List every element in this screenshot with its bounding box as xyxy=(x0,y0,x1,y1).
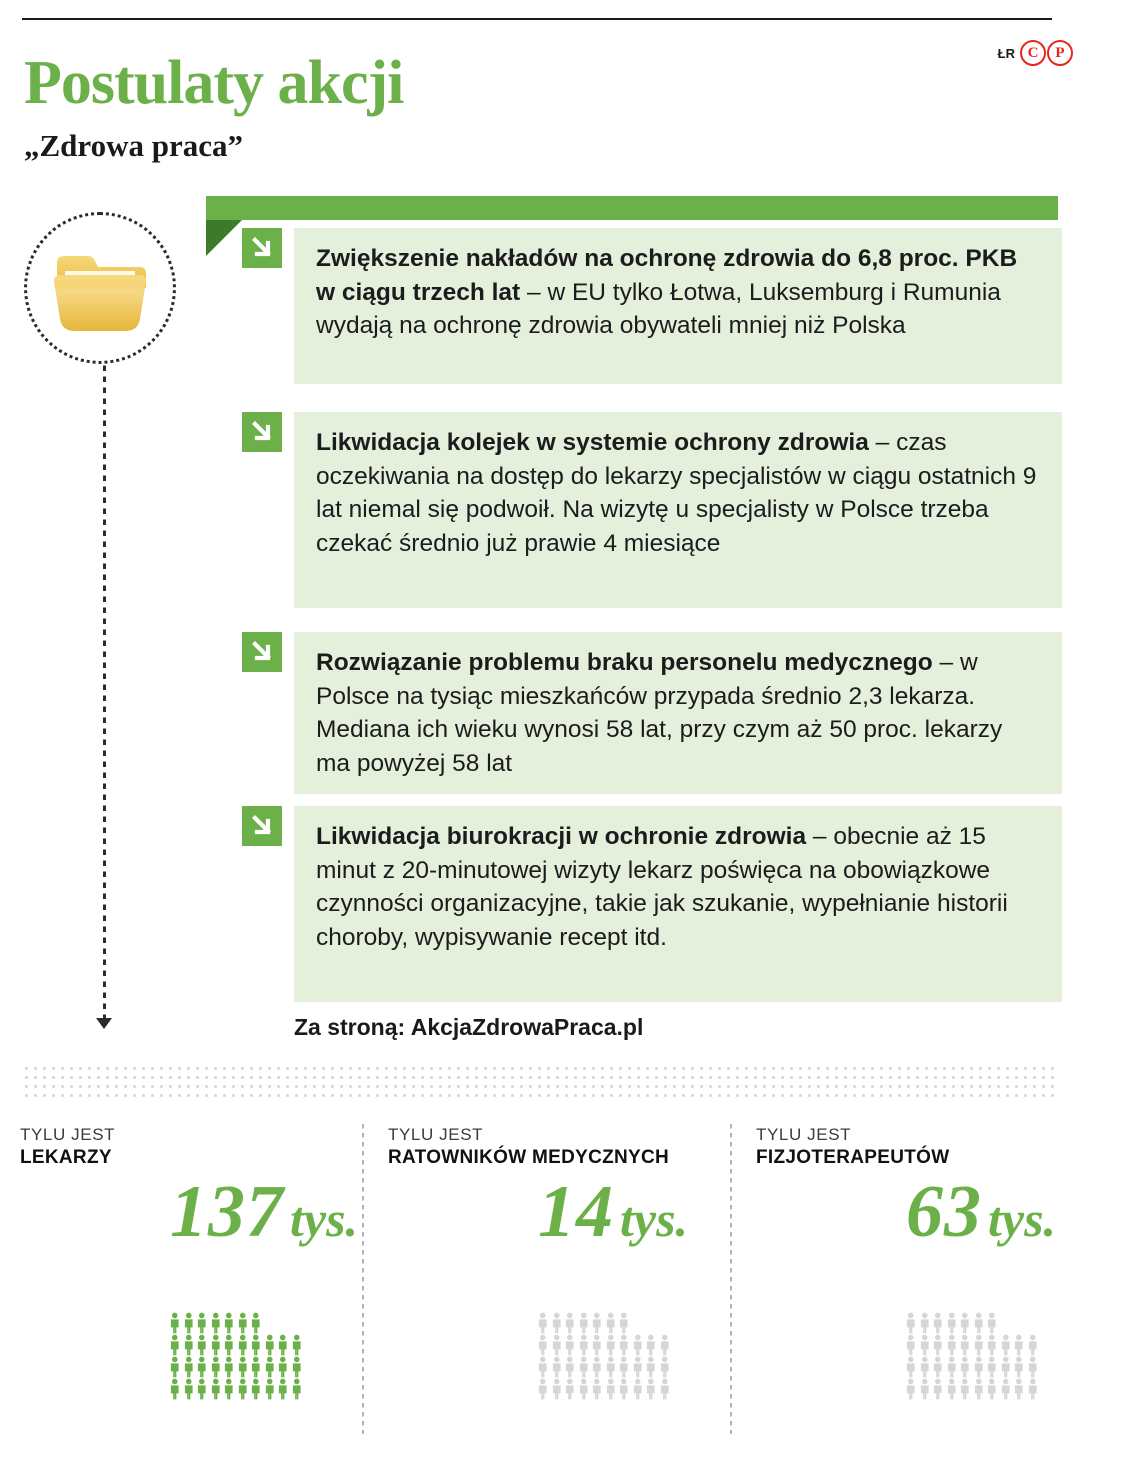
person-icon xyxy=(658,1356,672,1378)
stat-unit: tys. xyxy=(988,1191,1057,1247)
bullet-text xyxy=(294,412,1062,608)
person-icon xyxy=(168,1334,182,1356)
person-icon xyxy=(617,1378,631,1400)
pictogram-row xyxy=(536,1334,671,1356)
person-icon xyxy=(195,1378,209,1400)
column-divider xyxy=(730,1124,732,1434)
stat-unit: tys. xyxy=(290,1191,359,1247)
pictogram-row xyxy=(536,1312,671,1334)
person-icon xyxy=(550,1312,564,1334)
person-icon xyxy=(236,1378,250,1400)
bullet-text xyxy=(294,228,1062,384)
person-icon xyxy=(945,1378,959,1400)
logo-c-icon: C xyxy=(1020,40,1046,66)
person-icon xyxy=(958,1356,972,1378)
person-icon xyxy=(195,1312,209,1334)
person-icon xyxy=(904,1312,918,1334)
person-icon xyxy=(168,1378,182,1400)
pictogram-chart xyxy=(22,1180,322,1420)
person-icon xyxy=(563,1356,577,1378)
person-icon xyxy=(195,1334,209,1356)
person-icon xyxy=(563,1378,577,1400)
person-icon xyxy=(222,1312,236,1334)
person-icon xyxy=(263,1378,277,1400)
pictogram-row xyxy=(904,1334,1039,1356)
pictogram-row xyxy=(168,1378,303,1400)
person-icon xyxy=(563,1334,577,1356)
bullet-rest-text: – w Polsce na tysiąc mieszkańców przypada średnio 2,3 lekarza. Mediana ich wieku wynosi 58 lat, przy czym aż 50 proc. lekarzy ma powyżej 58 lat xyxy=(316,649,1003,777)
person-icon xyxy=(182,1356,196,1378)
person-icon xyxy=(590,1378,604,1400)
stat-column-fizjoterapeutow xyxy=(756,1124,1096,1253)
person-icon xyxy=(918,1312,932,1334)
person-icon xyxy=(550,1356,564,1378)
person-icon xyxy=(590,1334,604,1356)
person-icon xyxy=(999,1334,1013,1356)
stat-kicker: TYLU JEST xyxy=(20,1125,116,1144)
pictogram-extra-block xyxy=(536,1312,671,1400)
person-icon xyxy=(249,1312,263,1334)
person-icon xyxy=(958,1334,972,1356)
person-icon xyxy=(931,1378,945,1400)
person-icon xyxy=(249,1356,263,1378)
source-label: Za stroną: AkcjaZdrowaPraca.pl xyxy=(294,1014,644,1040)
person-icon xyxy=(550,1378,564,1400)
person-icon xyxy=(536,1378,550,1400)
person-icon xyxy=(1026,1356,1040,1378)
pictogram-extra-block xyxy=(904,1312,1039,1400)
bullet-rest-text: – obecnie aż 15 minut z 20-minutowej wizyty lekarz poświęca na obowiązkowe czynności organizacyjne, takie jak szukanie, wypełnianie historii choroby, wypisywanie recept itd. xyxy=(316,823,1008,951)
person-icon xyxy=(1012,1334,1026,1356)
column-divider xyxy=(362,1124,364,1434)
person-icon xyxy=(658,1334,672,1356)
person-icon xyxy=(209,1378,223,1400)
person-icon xyxy=(590,1356,604,1378)
person-icon xyxy=(972,1378,986,1400)
pictogram-extra-block xyxy=(168,1312,303,1400)
person-icon xyxy=(195,1356,209,1378)
person-icon xyxy=(1012,1356,1026,1378)
person-icon xyxy=(590,1312,604,1334)
person-icon xyxy=(249,1334,263,1356)
pictogram-row xyxy=(168,1334,303,1356)
arrow-down-right-icon xyxy=(242,228,282,268)
stat-label: LEKARZY xyxy=(20,1147,112,1169)
person-icon xyxy=(918,1334,932,1356)
folder-badge xyxy=(24,212,184,362)
folder-icon xyxy=(51,245,149,338)
person-icon xyxy=(985,1312,999,1334)
bullet-bold-text: Rozwiązanie problemu braku personelu medycznego xyxy=(316,649,933,676)
person-icon xyxy=(290,1334,304,1356)
person-icon xyxy=(236,1356,250,1378)
pictogram-row xyxy=(168,1356,303,1378)
person-icon xyxy=(604,1334,618,1356)
person-icon xyxy=(931,1312,945,1334)
person-icon xyxy=(985,1334,999,1356)
person-icon xyxy=(577,1378,591,1400)
person-icon xyxy=(945,1312,959,1334)
person-icon xyxy=(577,1312,591,1334)
person-icon xyxy=(182,1334,196,1356)
person-icon xyxy=(276,1356,290,1378)
person-icon xyxy=(985,1378,999,1400)
person-icon xyxy=(631,1378,645,1400)
person-icon xyxy=(209,1334,223,1356)
arrow-down-right-icon xyxy=(242,806,282,846)
stat-label: RATOWNIKÓW MEDYCZNYCH xyxy=(388,1147,670,1169)
person-icon xyxy=(918,1356,932,1378)
person-icon xyxy=(1026,1378,1040,1400)
person-icon xyxy=(182,1378,196,1400)
logo-lr-text: ŁR xyxy=(997,45,1015,61)
person-icon xyxy=(931,1356,945,1378)
person-icon xyxy=(577,1356,591,1378)
stat-number: 137 xyxy=(170,1171,284,1253)
publisher-logo xyxy=(998,40,1073,66)
stat-kicker: TYLU JEST xyxy=(756,1125,852,1144)
person-icon xyxy=(536,1356,550,1378)
stat-column-ratownikow xyxy=(388,1124,728,1253)
person-icon xyxy=(1026,1334,1040,1356)
arrow-down-icon xyxy=(96,1018,112,1029)
person-icon xyxy=(972,1312,986,1334)
pictogram-row xyxy=(168,1312,303,1334)
pictogram-row xyxy=(904,1378,1039,1400)
green-ribbon xyxy=(206,196,1058,220)
pictogram-row xyxy=(904,1356,1039,1378)
person-icon xyxy=(972,1356,986,1378)
person-icon xyxy=(236,1334,250,1356)
person-icon xyxy=(931,1334,945,1356)
person-icon xyxy=(209,1356,223,1378)
person-icon xyxy=(617,1312,631,1334)
person-icon xyxy=(536,1312,550,1334)
dotted-separator-band xyxy=(22,1062,1056,1102)
stat-label: FIZJOTERAPEUTÓW xyxy=(756,1147,950,1169)
person-icon xyxy=(631,1356,645,1378)
person-icon xyxy=(617,1356,631,1378)
person-icon xyxy=(658,1378,672,1400)
bullet-bold-text: Likwidacja biurokracji w ochronie zdrowia xyxy=(316,823,807,850)
connector-dotted-line xyxy=(103,360,106,1020)
person-icon xyxy=(999,1356,1013,1378)
bullet-rest-text: – w EU tylko Łotwa, Luksemburg i Rumunia wydają na ochronę zdrowia obywateli mniej niż Polska xyxy=(316,278,1001,340)
person-icon xyxy=(249,1378,263,1400)
bullet-bold-text: Likwidacja kolejek w systemie ochrony zdrowia xyxy=(316,429,869,456)
person-icon xyxy=(550,1334,564,1356)
page-subtitle: „Zdrowa praca” xyxy=(24,128,244,163)
person-icon xyxy=(644,1356,658,1378)
bullet-text xyxy=(294,632,1062,794)
person-icon xyxy=(958,1312,972,1334)
person-icon xyxy=(1012,1378,1026,1400)
person-icon xyxy=(972,1334,986,1356)
person-icon xyxy=(263,1356,277,1378)
person-icon xyxy=(985,1356,999,1378)
person-icon xyxy=(290,1378,304,1400)
cp-logo xyxy=(1020,40,1073,66)
person-icon xyxy=(604,1356,618,1378)
bullet-rest-text: – czas oczekiwania na dostęp do lekarzy specjalistów w ciągu ostatnich 9 lat niemal się podwoił. Na wizytę u specjalisty w Polsce trzeba czekać średnio już prawie 4 miesiące xyxy=(316,429,1037,557)
arrow-down-right-icon xyxy=(242,632,282,672)
person-icon xyxy=(168,1312,182,1334)
pictogram-row xyxy=(536,1356,671,1378)
person-icon xyxy=(904,1356,918,1378)
person-icon xyxy=(563,1312,577,1334)
ribbon-fold-shape xyxy=(206,220,242,256)
person-icon xyxy=(290,1356,304,1378)
person-icon xyxy=(617,1334,631,1356)
person-icon xyxy=(236,1312,250,1334)
page-title: Postulaty akcji xyxy=(24,49,404,117)
header-divider xyxy=(22,18,1052,20)
person-icon xyxy=(263,1334,277,1356)
person-icon xyxy=(168,1356,182,1378)
person-icon xyxy=(945,1334,959,1356)
person-icon xyxy=(604,1378,618,1400)
person-icon xyxy=(182,1312,196,1334)
person-icon xyxy=(958,1378,972,1400)
pictogram-row xyxy=(904,1312,1039,1334)
pictogram-chart xyxy=(390,1180,690,1420)
stat-number: 63 xyxy=(906,1171,982,1253)
person-icon xyxy=(644,1334,658,1356)
person-icon xyxy=(222,1378,236,1400)
bullet-bold-text: Zwiększenie nakładów na ochronę zdrowia do 6,8 proc. PKB w ciągu trzech lat xyxy=(316,245,1018,306)
logo-p-icon: P xyxy=(1047,40,1073,66)
stat-number: 14 xyxy=(538,1171,614,1253)
person-icon xyxy=(209,1312,223,1334)
person-icon xyxy=(918,1378,932,1400)
person-icon xyxy=(904,1334,918,1356)
stat-unit: tys. xyxy=(620,1191,689,1247)
pictogram-chart xyxy=(758,1180,1058,1420)
person-icon xyxy=(604,1312,618,1334)
pictogram-row xyxy=(536,1378,671,1400)
person-icon xyxy=(222,1356,236,1378)
person-icon xyxy=(999,1378,1013,1400)
person-icon xyxy=(644,1378,658,1400)
stat-column-lekarzy xyxy=(20,1124,360,1253)
person-icon xyxy=(945,1356,959,1378)
person-icon xyxy=(276,1334,290,1356)
person-icon xyxy=(276,1378,290,1400)
arrow-down-right-icon xyxy=(242,412,282,452)
bullet-text xyxy=(294,806,1062,1002)
person-icon xyxy=(631,1334,645,1356)
person-icon xyxy=(222,1334,236,1356)
person-icon xyxy=(536,1334,550,1356)
person-icon xyxy=(577,1334,591,1356)
stat-kicker: TYLU JEST xyxy=(388,1125,484,1144)
person-icon xyxy=(904,1378,918,1400)
